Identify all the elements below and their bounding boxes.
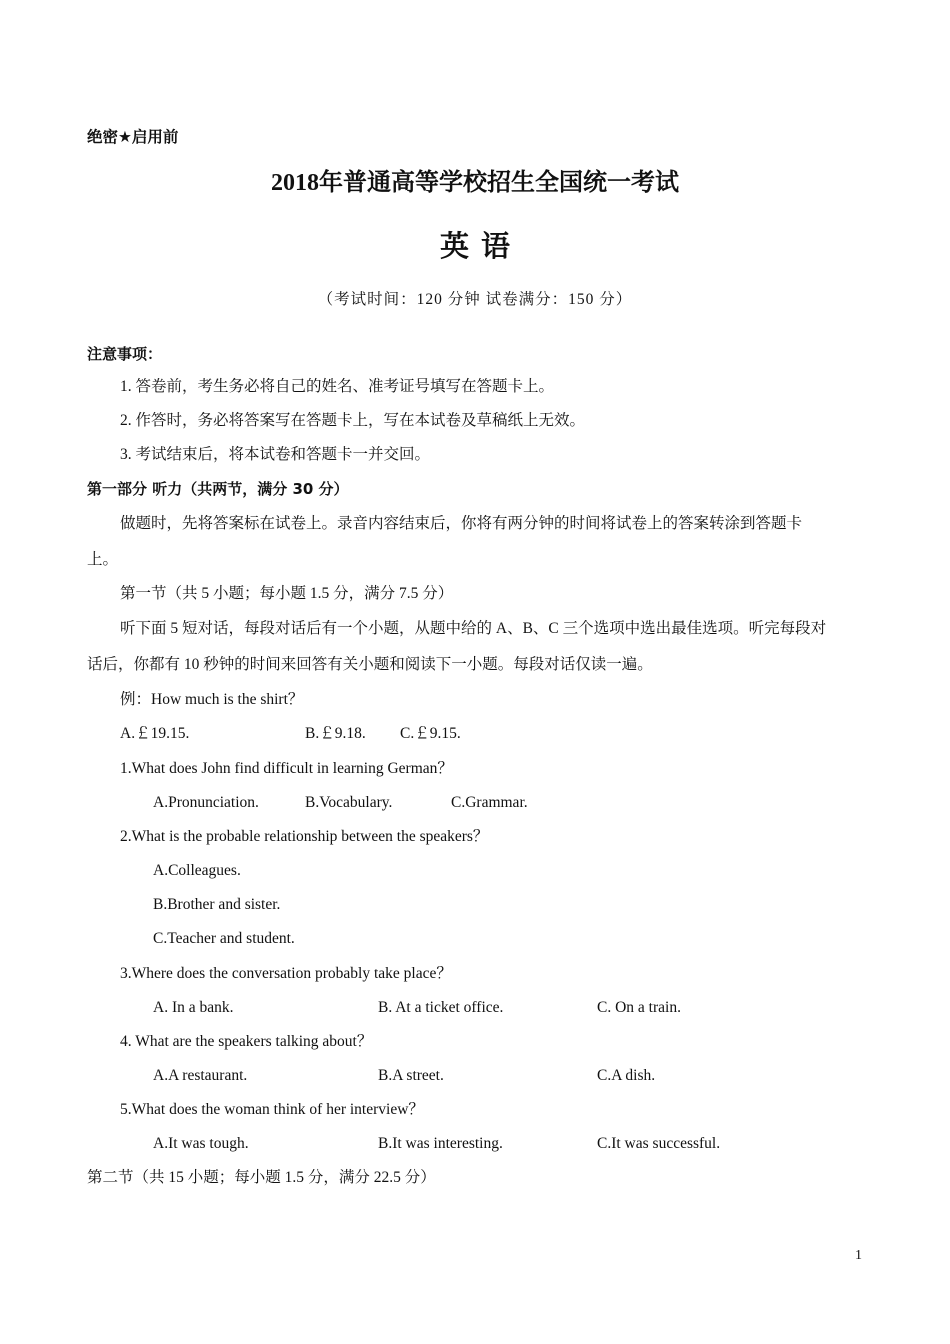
part1-heading: 第一部分 听力（共两节，满分 30 分） — [87, 480, 349, 498]
option-c: C.￡9.15. — [400, 725, 461, 742]
option-c: C.Grammar. — [451, 794, 528, 811]
notice-heading: 注意事项： — [87, 345, 163, 363]
option-b: B. At a ticket office. — [378, 999, 504, 1016]
option-b: B.It was interesting. — [378, 1135, 503, 1152]
option-c: C.A dish. — [597, 1067, 656, 1084]
option-b: B.Vocabulary. — [305, 794, 393, 811]
question-4: 4. What are the speakers talking about？ — [120, 1033, 373, 1050]
notice-item: 1. 答卷前，考生务必将自己的姓名、准考证号填写在答题卡上。 — [120, 378, 555, 395]
question-4-options — [153, 1066, 803, 1086]
option-c: C.It was successful. — [597, 1135, 721, 1152]
section1-instruction: 听下面 5 短对话，每段对话后有一个小题，从题中给的 A、B、C 三个选项中选出最佳选项。听完每段对 — [120, 620, 827, 637]
question-1-options — [153, 793, 603, 813]
section1-heading: 第一节（共 5 小题；每小题 1.5 分，满分 7.5 分） — [120, 585, 454, 602]
question-2-option-b: B.Brother and sister. — [153, 896, 281, 913]
page-number: 1 — [855, 1248, 862, 1263]
option-a: A.A restaurant. — [153, 1067, 248, 1084]
option-b: B.A street. — [378, 1067, 444, 1084]
confidential-label: 绝密★启用前 — [87, 128, 179, 146]
example-options — [120, 724, 520, 744]
part1-instruction-continued: 上。 — [87, 551, 119, 568]
question-2-option-c: C.Teacher and student. — [153, 930, 295, 947]
option-b: B.￡9.18. — [305, 725, 366, 742]
part1-instruction: 做题时，先将答案标在试卷上。录音内容结束后，你将有两分钟的时间将试卷上的答案转涂到答题卡 — [120, 515, 803, 532]
option-a: A.￡19.15. — [120, 725, 190, 742]
question-5: 5.What does the woman think of her interview？ — [120, 1101, 424, 1118]
section1-instruction-continued: 话后，你都有 10 秒钟的时间来回答有关小题和阅读下一小题。每段对话仅读一遍。 — [87, 656, 653, 673]
exam-time-info: （考试时间：120 分钟 试卷满分：150 分） — [317, 291, 633, 308]
exam-title: 2018年普通高等学校招生全国统一考试 — [271, 170, 679, 196]
question-2: 2.What is the probable relationship between the speakers？ — [120, 828, 489, 845]
question-2-option-a: A.Colleagues. — [153, 862, 241, 879]
question-5-options — [153, 1134, 833, 1154]
option-a: A. In a bank. — [153, 999, 234, 1016]
section2-heading: 第二节（共 15 小题；每小题 1.5 分，满分 22.5 分） — [87, 1169, 436, 1186]
option-c: C. On a train. — [597, 999, 681, 1016]
question-1: 1.What does John find difficult in learning German？ — [120, 760, 453, 777]
question-3: 3.Where does the conversation probably take place？ — [120, 965, 452, 982]
question-3-options — [153, 998, 803, 1018]
option-a: A.It was tough. — [153, 1135, 249, 1152]
option-a: A.Pronunciation. — [153, 794, 259, 811]
subject-title: 英语 — [439, 231, 522, 263]
notice-item: 3. 考试结束后，将本试卷和答题卡一并交回。 — [120, 446, 431, 463]
notice-item: 2. 作答时，务必将答案写在答题卡上，写在本试卷及草稿纸上无效。 — [120, 412, 586, 429]
example-question: 例：How much is the shirt？ — [120, 691, 304, 708]
